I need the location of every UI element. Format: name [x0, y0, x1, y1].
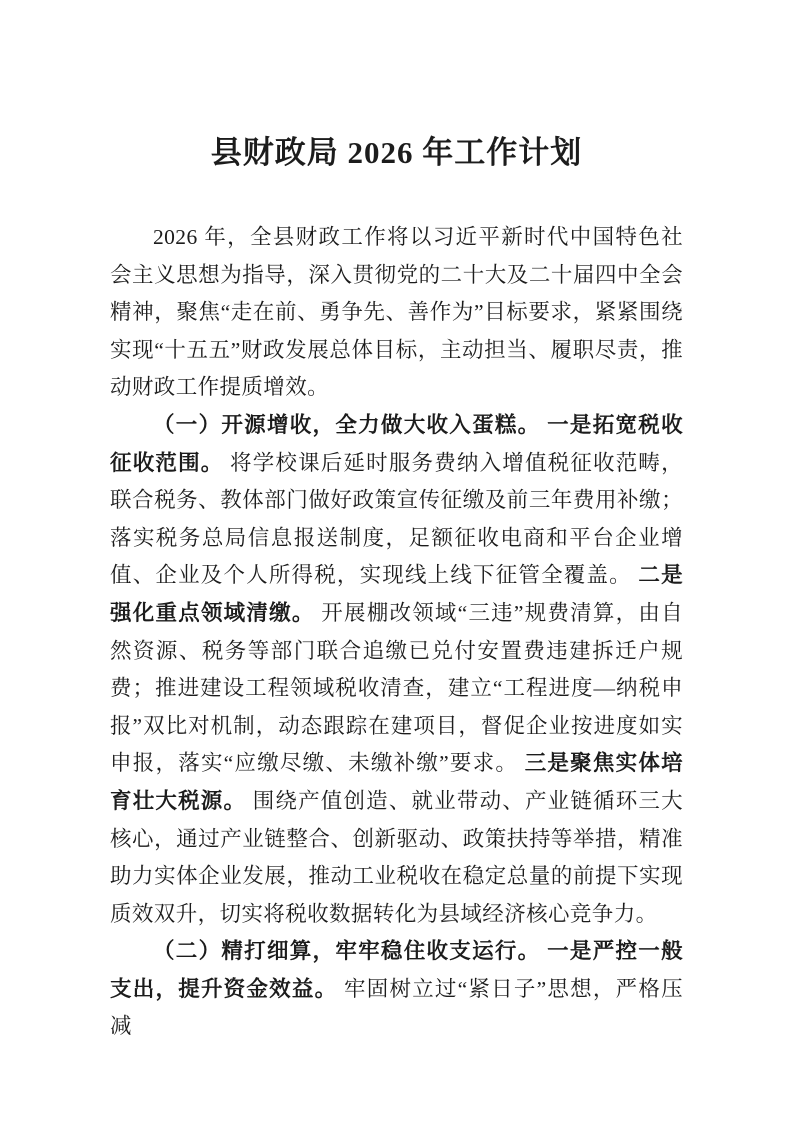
lead-in-second: 二是强化重点领域清缴。	[110, 563, 684, 625]
lead-in-first: 一是严控一般支出，提升资金效益。	[110, 939, 683, 1001]
document-title: 县财政局 2026 年工作计划	[210, 135, 583, 170]
paragraph-section-2	[110, 933, 683, 1046]
text-segment: 开展棚改领域“三违”规费清算，由自然资源、税务等部门联合追缴已兑付安置费违建拆迁户规费；推进建设工程领域税收清查，建立“工程进度—纳税申报”双比对机制，动态跟踪在建项目，督促企业按进度如实申报，落实“应缴尽缴、未缴补缴”要求。	[110, 600, 684, 776]
paragraph-intro	[110, 219, 683, 407]
lead-in-first: 一是拓宽税收征收范围。	[110, 412, 683, 475]
text-segment: 牢固树立过“紧日子”思想，严格压减	[110, 976, 683, 1039]
lead-in-third: 三是聚焦实体培育壮大税源。	[110, 751, 684, 813]
section-2-heading: （二）精打细算，牢牢稳住收支运行。	[153, 939, 541, 964]
document-body	[110, 219, 683, 1046]
text-segment: 2026 年，全县财政工作将以习近平新时代中国特色社会主义思想为指导，深入贯彻党的二十大及二十届四中全会精神，聚焦“走在前、勇争先、善作为”目标要求，紧紧围绕实现“十五五”财政发展总体目标，主动担当、履职尽责，推动财政工作提质增效。	[110, 225, 683, 400]
text-segment: 围绕产值创造、就业带动、产业链循环三大核心，通过产业链整合、创新驱动、政策扶持等举措，精准助力实体企业发展，推动工业税收在稳定总量的前提下实现质效双升，切实将税收数据转化为县域经济核心竞争力。	[110, 788, 684, 926]
text-segment: 将学校课后延时服务费纳入增值税征收范畴，联合税务、教体部门做好政策宣传征缴及前三年费用补缴；落实税务总局信息报送制度，足额征收电商和平台企业增值、企业及个人所得税，实现线上线下征管全覆盖。	[110, 450, 683, 588]
paragraph-section-1	[110, 407, 683, 933]
section-1-heading: （一）开源增收，全力做大收入蛋糕。	[153, 412, 541, 437]
